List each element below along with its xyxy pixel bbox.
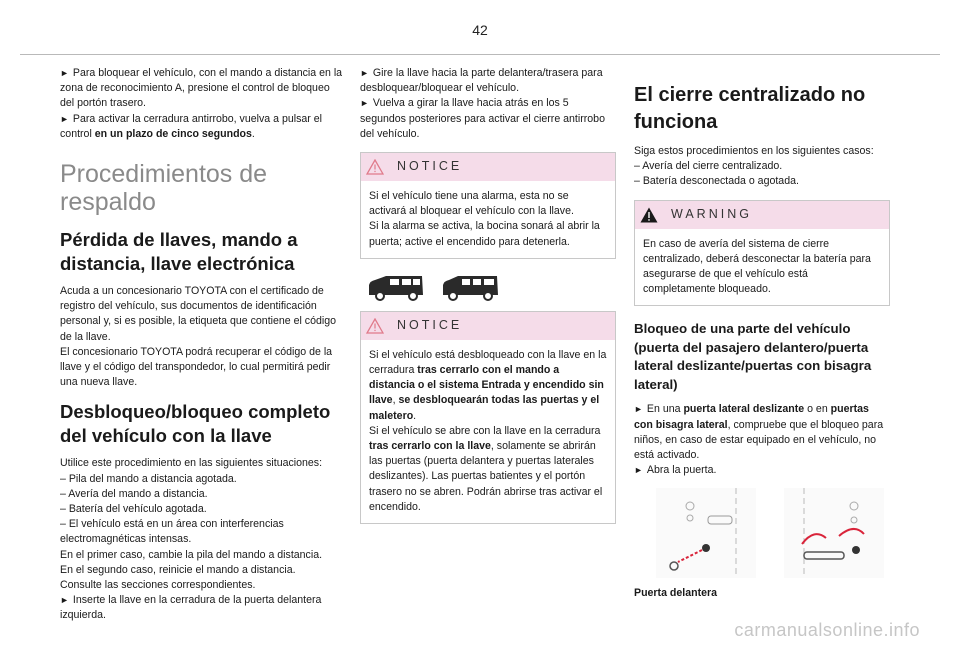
watermark: carmanualsonline.info bbox=[734, 620, 920, 640]
paragraph: ► Gire la llave hacia la parte delantera/trasera para desbloquear/bloquear el vehículo. bbox=[360, 67, 603, 95]
vehicle-illustrations bbox=[366, 273, 616, 301]
notice-header bbox=[361, 153, 615, 181]
paragraph: ► Inserte la llave en la cerradura de la puerta delantera izquierda. bbox=[60, 594, 322, 622]
arrow-icon: ► bbox=[634, 404, 643, 415]
heading-lost-keys: Pérdida de llaves, mando a distancia, llave electrónica bbox=[60, 229, 298, 275]
paragraph: ► Para activar la cerradura antirrobo, vuelva a pulsar el control en un plazo de cinco segundos. bbox=[60, 112, 322, 140]
list-item: – Pila del mando a distancia agotada. bbox=[60, 472, 237, 485]
warning-triangle-icon bbox=[635, 207, 663, 223]
list-item: – Batería desconectada o agotada. bbox=[634, 175, 799, 188]
list-item: – Batería del vehículo agotada. bbox=[60, 503, 207, 516]
paragraph: Utilice este procedimiento en las siguientes situaciones: bbox=[60, 457, 323, 470]
arrow-icon: ► bbox=[60, 68, 69, 78]
van-short-icon bbox=[366, 273, 426, 301]
paragraph: En el segundo caso, reinicie el mando a distancia. bbox=[60, 563, 296, 576]
notice-box-unlock bbox=[360, 311, 616, 524]
list-item: – Avería del mando a distancia. bbox=[60, 487, 208, 500]
notice-box-alarm bbox=[360, 152, 616, 259]
paragraph: Acuda a un concesionario TOYOTA con el certificado de registro del vehículo, sus documentos de identificación personal y, si es posible, la etiqueta que contiene el código de la llave. bbox=[60, 285, 337, 343]
arrow-icon: ► bbox=[60, 595, 69, 606]
notice-title: NOTICE bbox=[397, 159, 463, 174]
column-left bbox=[60, 66, 346, 624]
arrow-icon: ► bbox=[634, 465, 643, 476]
notice-text: Si el vehículo tiene una alarma, esta no se activará al bloquear el vehículo con la llave. bbox=[369, 190, 574, 218]
paragraph: Consulte las secciones correspondientes. bbox=[60, 579, 256, 592]
warning-title: WARNING bbox=[671, 207, 752, 221]
warning-box bbox=[634, 200, 890, 307]
door-lock-figure bbox=[656, 488, 890, 578]
column-right bbox=[634, 66, 890, 602]
paragraph: Siga estos procedimientos en los siguientes casos: bbox=[634, 145, 874, 157]
paragraph: ► Abra la puerta. bbox=[634, 464, 717, 477]
section-title: Procedimientos de respaldo bbox=[60, 160, 268, 217]
notice-body bbox=[361, 340, 615, 523]
arrow-icon: ► bbox=[60, 113, 69, 124]
figure-caption: Puerta delantera bbox=[634, 587, 718, 600]
paragraph: ► Vuelva a girar la llave hacia atrás en los 5 segundos posteriores para activar el cierre antirrobo del vehículo. bbox=[360, 97, 605, 140]
door-lock-closeup-right bbox=[784, 488, 884, 578]
heading-partial-lock: Bloqueo de una parte del vehículo (puerta del pasajero delantero/puerta lateral deslizante/puertas con bisagra lateral) bbox=[634, 321, 872, 392]
list-item: – Avería del cierre centralizado. bbox=[634, 160, 783, 173]
notice-body bbox=[361, 181, 615, 258]
paragraph: ► En una puerta lateral deslizante o en puertas con bisagra lateral, compruebe que el bloqueo para niños, en caso de estar equipado en el vehículo, no está activado. bbox=[634, 403, 884, 462]
warning-header bbox=[635, 201, 889, 229]
heading-full-unlock: Desbloqueo/bloqueo completo del vehículo con la llave bbox=[60, 401, 331, 447]
notice-header bbox=[361, 312, 615, 340]
warning-body: En caso de avería del sistema de cierre centralizado, deberá desconectar la batería para asegurarse de que el vehículo está completamente bloqueado. bbox=[643, 237, 871, 296]
column-middle bbox=[360, 66, 616, 524]
list-item: – El vehículo está en un área con interferencias electromagnéticas intensas. bbox=[60, 518, 284, 546]
arrow-icon: ► bbox=[360, 68, 369, 78]
paragraph: El concesionario TOYOTA podrá recuperar el código de la llave y el código del transpondedor, lo cual permitirá pedir una nueva llave. bbox=[60, 345, 333, 389]
notice-text: Si el vehículo se abre con la llave en la cerradura tras cerrarlo con la llave, solamente se abrirán las puertas (puerta delantera y puertas laterales deslizantes). Las puertas batientes y el portón trasero no se abren. Podrán abrirse tras activar el encendido. bbox=[369, 424, 603, 513]
notice-text: Si el vehículo está desbloqueado con la llave en la cerradura tras cerrarlo con el mando a distancia o el sistema Entrada y encendido sin llave, se desbloquearán todas las puertas y el maletero. bbox=[369, 348, 607, 422]
arrow-icon: ► bbox=[360, 98, 369, 109]
door-lock-closeup-left bbox=[656, 488, 756, 578]
van-long-icon bbox=[440, 273, 500, 301]
notice-text: Si la alarma se activa, la bocina sonará al abrir la puerta; active el encendido para detenerla. bbox=[369, 220, 600, 248]
paragraph: En el primer caso, cambie la pila del mando a distancia. bbox=[60, 548, 323, 561]
header-divider bbox=[20, 54, 940, 55]
caution-triangle-icon bbox=[361, 159, 389, 175]
heading-central-locking: El cierre centralizado no funciona bbox=[634, 84, 866, 133]
page-number: 42 bbox=[472, 22, 488, 38]
paragraph: ► Para bloquear el vehículo, con el mando a distancia en la zona de reconocimiento A, presione el control de bloqueo del portón trasero. bbox=[60, 67, 343, 110]
notice-title: NOTICE bbox=[397, 318, 463, 333]
caution-triangle-icon bbox=[361, 318, 389, 334]
